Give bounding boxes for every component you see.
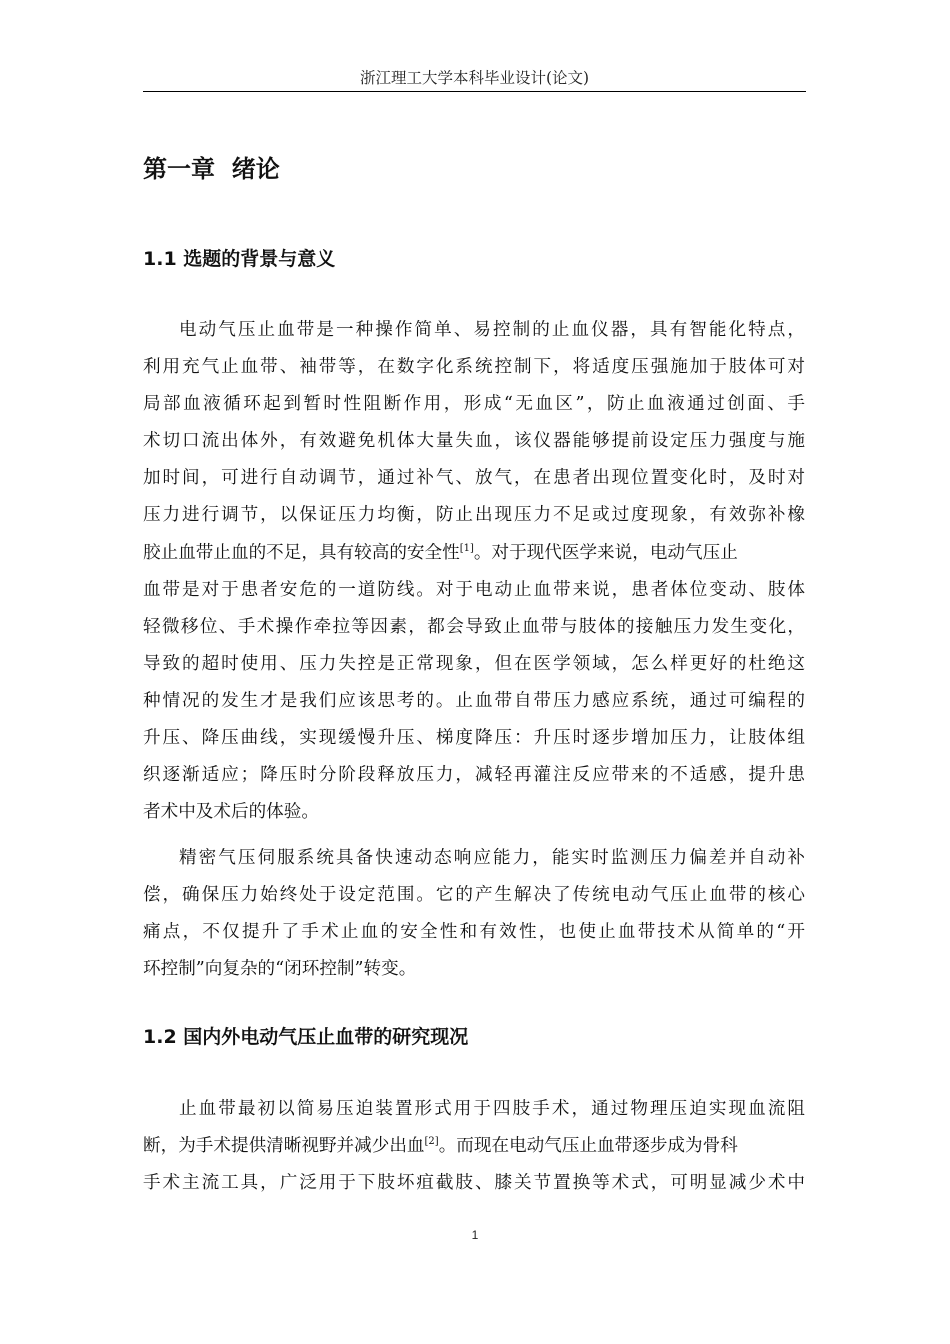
text-segment: 胶止血带止血的不足，具有较高的安全性 [143, 542, 460, 563]
text-line: 织逐渐适应；降压时分阶段释放压力，减轻再灌注反应带来的不适感，提升患 [143, 765, 805, 786]
text-line: 环控制”向复杂的“闭环控制”转变。 [143, 959, 417, 980]
text-line-with-citation [143, 535, 823, 572]
citation-2[interactable]: [2] [424, 1136, 439, 1148]
header-rule [143, 91, 806, 92]
text-line: 种情况的发生才是我们应该思考的。止血带自带压力感应系统，通过可编程的 [143, 690, 805, 711]
text-line: 血带是对于患者安危的一道防线。对于电动止血带来说，患者体位变动、肢体 [143, 579, 805, 600]
text-segment: 。而现在电动气压止血带逐步成为骨科 [438, 1136, 738, 1157]
text-line: 轻微移位、手术操作牵拉等因素，都会导致止血带与肢体的接触压力发生变化， [143, 616, 805, 637]
text-line: 导致的超时使用、压力失控是正常现象，但在医学领域，怎么样更好的杜绝这 [143, 653, 805, 674]
running-header: 浙江理工大学本科毕业设计(论文) [359, 69, 590, 87]
text-line-with-citation [143, 1128, 823, 1165]
text-line: 升压、降压曲线，实现缓慢升压、梯度降压：升压时逐步增加压力，让肢体组 [143, 728, 805, 749]
text-line: 术切口流出体外，有效避免机体大量失血，该仪器能够提前设定压力强度与施 [143, 431, 805, 452]
text-line: 压力进行调节，以保证压力均衡，防止出现压力不足或过度现象，有效弥补橡 [143, 505, 805, 526]
text-line: 加时间，可进行自动调节，通过补气、放气，在患者出现位置变化时，及时对 [143, 468, 805, 489]
text-segment: 。对于现代医学来说，电动气压止 [473, 542, 738, 563]
page-number: 1 [471, 1228, 479, 1242]
paragraph-2 [143, 840, 823, 988]
paragraph-1 [143, 312, 823, 831]
text-segment: 断，为手术提供清晰视野并减少出血 [143, 1136, 425, 1157]
text-line: 偿，确保压力始终处于设定范围。它的产生解决了传统电动气压止血带的核心 [143, 885, 805, 906]
text-line: 精密气压伺服系统具备快速动态响应能力，能实时监测压力偏差并自动补 [179, 848, 805, 868]
citation-1[interactable]: [1] [459, 542, 474, 554]
text-line: 止血带最初以简易压迫装置形式用于四肢手术，通过物理压迫实现血流阻 [179, 1099, 805, 1119]
text-line: 电动气压止血带是一种操作简单、易控制的止血仪器，具有智能化特点， [179, 320, 805, 340]
text-line: 利用充气止血带、袖带等，在数字化系统控制下，将适度压强施加于肢体可对 [143, 357, 805, 378]
text-line: 手术主流工具，广泛用于下肢坏疽截肢、膝关节置换等术式，可明显减少术中 [143, 1173, 805, 1194]
paragraph-3 [143, 1091, 823, 1202]
section-title-1-1: 1.1 选题的背景与意义 [143, 248, 336, 270]
chapter-title: 第一章 绪论 [143, 155, 280, 183]
text-line: 者术中及术后的体验。 [143, 802, 319, 823]
text-line: 痛点，不仅提升了手术止血的安全性和有效性，也使止血带技术从简单的“开 [143, 922, 805, 943]
text-line: 局部血液循环起到暂时性阻断作用，形成“无血区”，防止血液通过创面、手 [143, 394, 805, 415]
section-title-1-2: 1.2 国内外电动气压止血带的研究现况 [143, 1026, 469, 1048]
